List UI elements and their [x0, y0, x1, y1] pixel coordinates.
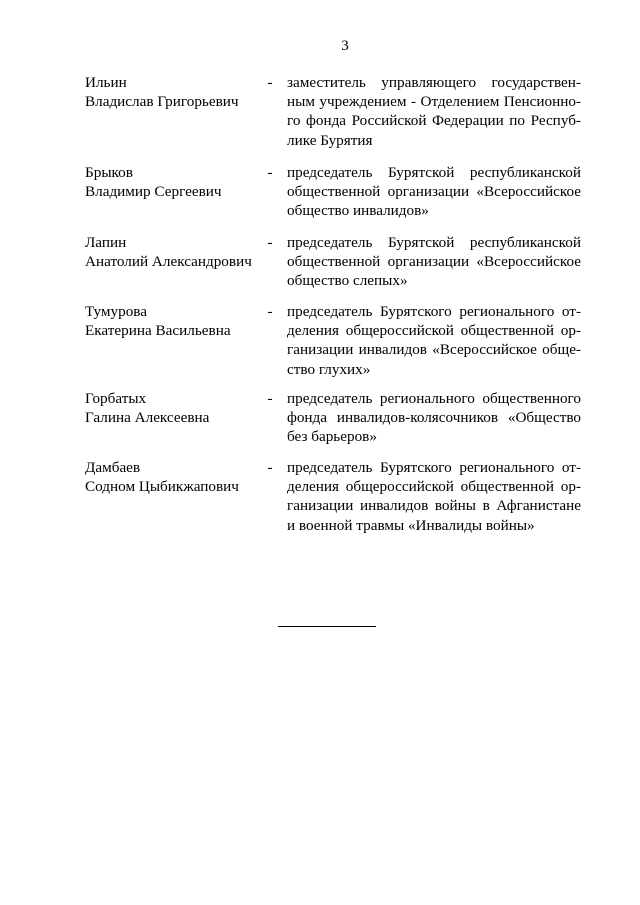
position-line: ство глухих» — [287, 360, 371, 378]
member-position — [287, 458, 581, 535]
dash-separator: - — [267, 234, 273, 251]
position-line: ганизации инвалидов «Всероссийское обще- — [287, 341, 581, 359]
position-line: ным учреждением - Отделением Пенсионно- — [287, 93, 581, 111]
member-name — [85, 389, 275, 427]
position-line: председатель Бурятской республиканской — [287, 164, 581, 181]
member-surname: Ильин — [85, 74, 127, 91]
member-surname: Тумурова — [85, 303, 148, 320]
member-name — [85, 233, 275, 271]
dash-separator: - — [267, 459, 273, 476]
position-line: заместитель управляющего государствен- — [287, 74, 581, 91]
position-line: председатель Бурятского регионального от- — [287, 303, 581, 320]
member-name — [85, 302, 275, 340]
position-line: деления общероссийской общественной ор- — [287, 478, 581, 496]
dash-separator: - — [267, 303, 273, 320]
position-line: общество инвалидов» — [287, 202, 429, 220]
member-surname: Брыков — [85, 164, 133, 181]
dash-separator: - — [267, 390, 273, 407]
closing-rule-divider — [278, 626, 376, 627]
member-given-names: Анатолий Александрович — [85, 253, 252, 271]
position-line: ганизации инвалидов войны в Афганистане — [287, 497, 581, 515]
member-surname: Лапин — [85, 234, 127, 251]
dash-separator: - — [267, 164, 273, 181]
position-line: деления общероссийской общественной ор- — [287, 322, 581, 340]
member-name — [85, 163, 275, 201]
member-name — [85, 458, 275, 496]
position-line: общественной организации «Всероссийское — [287, 183, 581, 201]
member-position — [287, 302, 581, 379]
member-given-names: Содном Цыбикжапович — [85, 478, 239, 496]
position-line: фонда инвалидов-колясочников «Общество — [287, 409, 581, 427]
member-position — [287, 73, 581, 150]
member-surname: Дамбаев — [85, 459, 141, 476]
position-line: общественной организации «Всероссийское — [287, 253, 581, 271]
member-given-names: Владимир Сергеевич — [85, 183, 222, 201]
position-line: го фонда Российской Федерации по Респуб- — [287, 112, 581, 130]
position-line: председатель регионального общественного — [287, 390, 581, 407]
position-line: общество слепых» — [287, 272, 408, 290]
position-line: лике Бурятия — [287, 131, 373, 149]
position-line: без барьеров» — [287, 428, 377, 446]
position-line: председатель Бурятского регионального от- — [287, 459, 581, 476]
dash-separator: - — [267, 74, 273, 91]
member-given-names: Екатерина Васильевна — [85, 322, 231, 340]
position-line: председатель Бурятской республиканской — [287, 234, 581, 251]
page-number: 3 — [341, 38, 349, 54]
member-given-names: Владислав Григорьевич — [85, 93, 239, 111]
member-name — [85, 73, 275, 111]
member-position — [287, 389, 581, 447]
member-position — [287, 163, 581, 221]
member-given-names: Галина Алексеевна — [85, 409, 210, 427]
position-line: и военной травмы «Инвалиды войны» — [287, 516, 535, 534]
member-position — [287, 233, 581, 291]
member-surname: Горбатых — [85, 390, 147, 407]
